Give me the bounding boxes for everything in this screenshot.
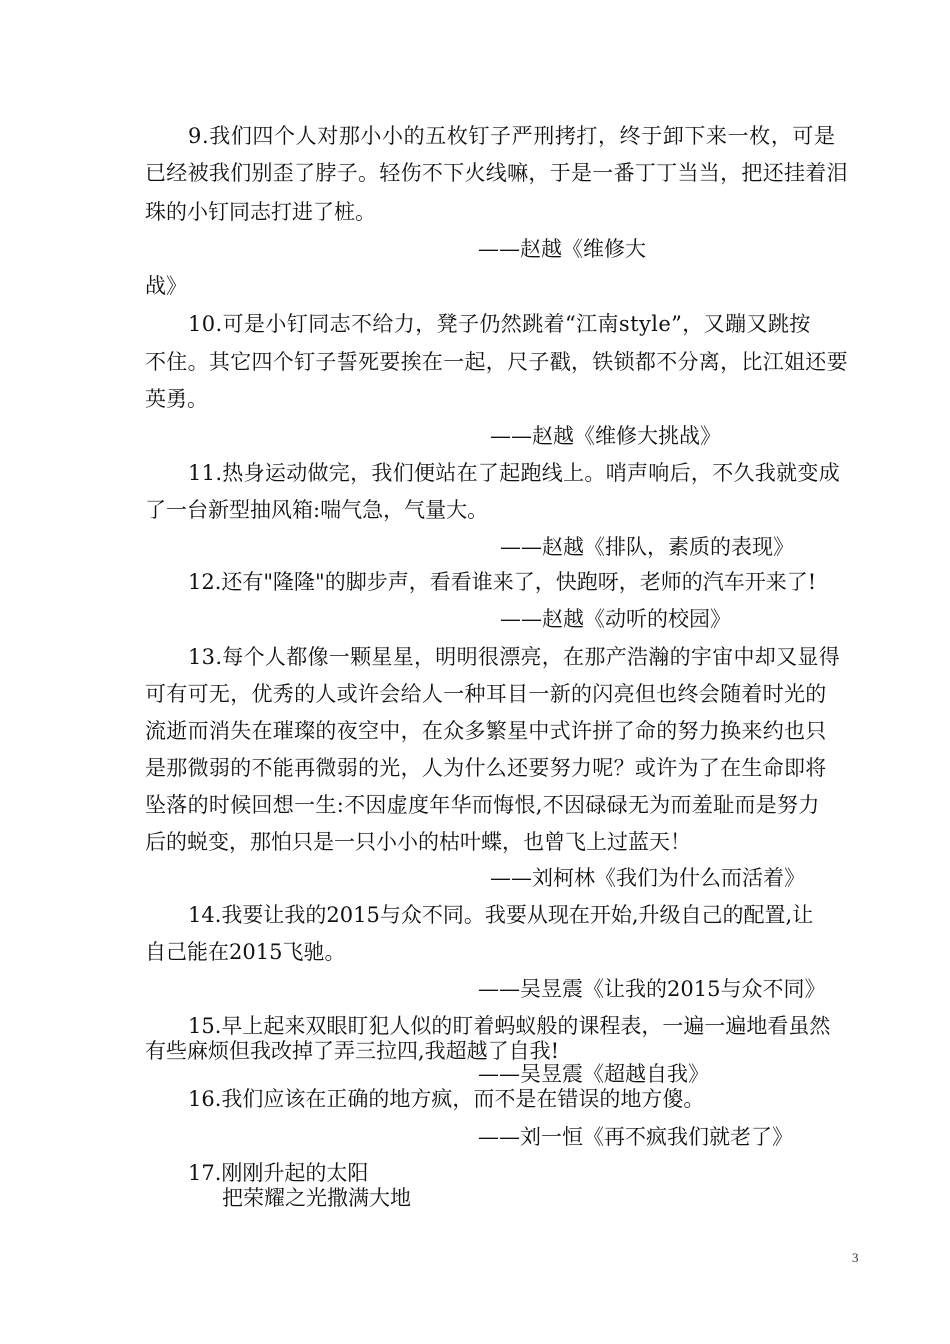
attribution: ——吴昱震《超越自我》 <box>478 1062 709 1086</box>
text-line: 已经被我们别歪了脖子。轻伤不下火线嘛，于是一番丁丁当当，把还挂着泪 <box>145 161 848 185</box>
attribution: ——赵越《排队，素质的表现》 <box>500 535 794 559</box>
text-line: 9.我们四个人对那小小的五枚钉子严刑拷打，终于卸下来一枚，可是 <box>188 124 836 148</box>
text-line: 珠的小钉同志打进了桩。 <box>145 200 376 224</box>
attribution: ——赵越《维修大挑战》 <box>490 424 721 448</box>
attribution: ——刘一恒《再不疯我们就老了》 <box>478 1125 793 1149</box>
text-line: 可有可无，优秀的人或许会给人一种耳目一新的闪亮但也终会随着时光的 <box>145 682 827 706</box>
text-line: 有些麻烦但我改掉了弄三拉四,我超越了自我! <box>145 1039 560 1063</box>
attribution: ——刘柯林《我们为什么而活着》 <box>490 866 805 890</box>
text-line: 11.热身运动做完，我们便站在了起跑线上。哨声响后，不久我就变成 <box>188 461 840 485</box>
text-line: 英勇。 <box>145 387 208 411</box>
text-line: 坠落的时候回想一生:不因虚度年华而悔恨,不因碌碌无为而羞耻而是努力 <box>145 793 820 817</box>
attribution: 战》 <box>145 274 187 298</box>
text-line: 12.还有"隆隆"的脚步声，看看谁来了，快跑呀，老师的汽车开来了! <box>188 570 817 594</box>
page-number: 3 <box>852 1250 859 1265</box>
text-line: 10.可是小钉同志不给力，凳子仍然跳着“江南style”，又蹦又跳按 <box>188 312 811 336</box>
text-line: 流逝而消失在璀璨的夜空中，在众多繁星中式许拼了命的努力换来约也只 <box>145 719 827 743</box>
text-line: 14.我要让我的2015与众不同。我要从现在开始,升级自己的配置,让 <box>188 903 814 927</box>
poem-line: 17.刚刚升起的太阳 <box>188 1161 369 1185</box>
text-line: 16.我们应该在正确的地方疯，而不是在错误的地方傻。 <box>188 1087 705 1111</box>
text-line: 了一台新型抽风箱:喘气急，气量大。 <box>145 498 489 522</box>
text-line: 13.每个人都像一颗星星，明明很漂亮，在那产浩瀚的宇宙中却又显得 <box>188 645 840 669</box>
attribution: ——吴昱震《让我的2015与众不同》 <box>478 977 826 1001</box>
text-line: 是那微弱的不能再微弱的光，人为什么还要努力呢？或许为了在生命即将 <box>145 756 827 780</box>
text-line: 后的蜕变，那怕只是一只小小的枯叶蝶，也曾飞上过蓝天！ <box>145 830 691 854</box>
text-line: 15.早上起来双眼盯犯人似的盯着蚂蚁般的课程表，一遍一遍地看虽然 <box>188 1014 831 1038</box>
poem-line: 把荣耀之光撒满大地 <box>222 1186 411 1210</box>
attribution: ——赵越《动听的校园》 <box>500 607 731 631</box>
text-line: 不住。其它四个钉子誓死要挨在一起，尺子戳，铁锁都不分离，比江姐还要 <box>145 350 848 374</box>
text-line: 自己能在2015飞驰。 <box>145 940 346 964</box>
attribution: ——赵越《维修大 <box>478 237 646 261</box>
